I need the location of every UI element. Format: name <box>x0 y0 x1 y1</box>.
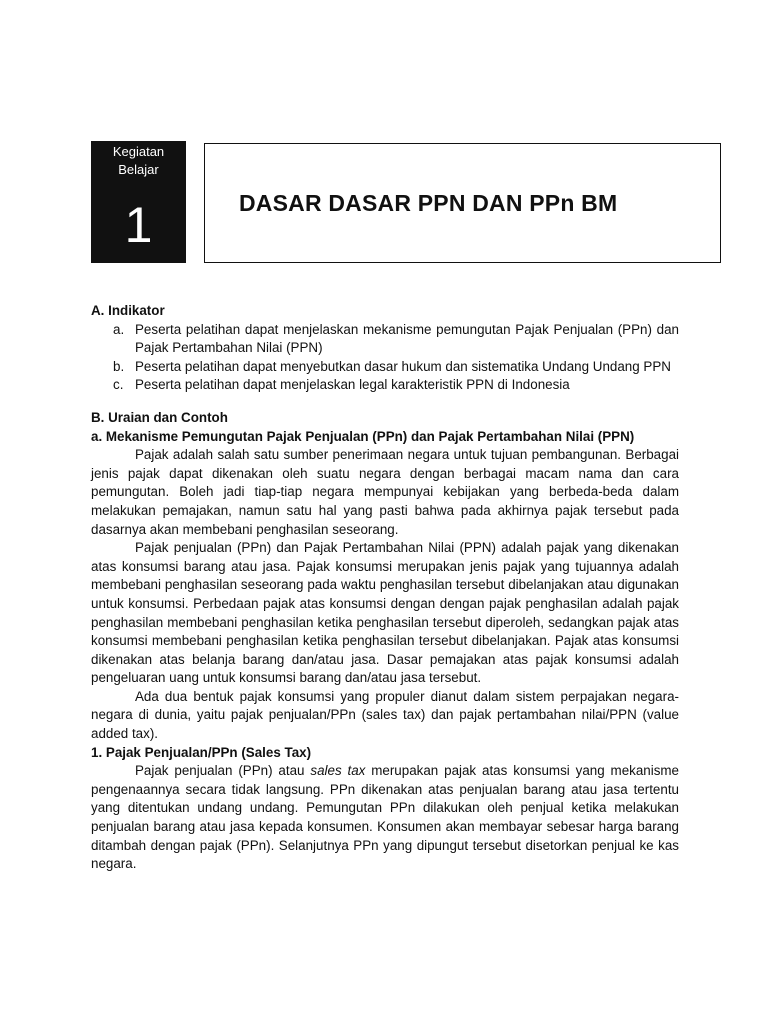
list-item <box>91 321 679 358</box>
list-marker: b. <box>113 358 125 374</box>
list-marker: c. <box>113 377 124 393</box>
document-body <box>91 302 679 874</box>
list-item-text: Peserta pelatihan dapat menjelaskan legal karakteristik PPN di Indonesia <box>135 377 570 393</box>
indikator-list <box>91 321 679 395</box>
kegiatan-label-line2: Belajar <box>118 162 159 177</box>
paragraph <box>91 762 679 874</box>
sales-tax-term: sales tax <box>310 763 366 779</box>
list-item-text: Peserta pelatihan dapat menjelaskan mekanisme pemungutan Pajak Penjualan (PPn) dan Pajak Pertambahan Nilai (PPN) <box>135 321 679 356</box>
title-box <box>204 143 721 263</box>
subsection-a-heading: a. Mekanisme Pemungutan Pajak Penjualan (PPn) dan Pajak Pertambahan Nilai (PPN) <box>91 428 635 444</box>
subsection-1-heading: 1. Pajak Penjualan/PPn (Sales Tax) <box>91 744 312 760</box>
paragraph-text: merupakan pajak atas konsumsi yang mekanisme pengenaannya secara tidak langsung. PPn dikenakan atas penjualan barang atau jasa tertentu yang ditentukan undang undang. Pemungutan PPn dilakukan oleh penjual ketika melakukan penjualan barang atau jasa kepada konsumen. Konsumen akan membayar sebesar harga barang ditambah dengan pajak (PPn). Selanjutnya PPn yang dipungut tersebut disetorkan penjual ke kas negara. <box>91 763 679 872</box>
paragraph-text: Pajak penjualan (PPn) atau <box>135 763 311 779</box>
section-a-heading: A. Indikator <box>91 303 165 318</box>
page-title: DASAR DASAR PPN DAN PPn BM <box>239 190 618 216</box>
paragraph: Pajak penjualan (PPn) dan Pajak Pertambahan Nilai (PPN) adalah pajak yang dikenakan atas konsumsi barang atau jasa. Pajak konsumsi merupakan jenis pajak yang tujuannya adalah membebani penghasilan seseorang pada waktu penghasilan tersebut dibelanjakan atau digunakan untuk konsumsi. Perbedaan pajak atas konsumsi dengan dengan pajak penghasilan adalah pajak penghasilan membebani penghasilan ketika penghasilan tersebut diperoleh, sedangkan pajak atas konsumsi membebani penghasilan ketika penghasilan tersebut dibelanjakan. Pajak atas konsumsi dikenakan atas belanja barang dan/atau jasa. Dasar pemajakan atas pajak konsumsi adalah pengeluaran uang untuk konsumsi barang dan/atau jasa tersebut. <box>91 540 679 686</box>
kegiatan-number: 1 <box>124 197 153 253</box>
kegiatan-label-line1: Kegiatan <box>112 144 165 159</box>
paragraph: Ada dua bentuk pajak konsumsi yang propuler dianut dalam sistem perpajakan negara-negara di dunia, yaitu pajak penjualan/PPn (sales tax) dan pajak pertambahan nilai/PPN (value added tax). <box>91 688 679 742</box>
paragraph: Pajak adalah salah satu sumber penerimaan negara untuk tujuan pembangunan. Berbagai jenis pajak dapat dikenakan oleh suatu negara dengan berbagai macam nama dan cara pemungutan. Boleh jadi tiap-tiap negara mempunyai kebijakan yang berbeda-beda dalam melakukan pemajakan, namun satu hal yang pasti bahwa pada akhirnya pajak tersebut pada dasarnya akan membebani penghasilan seseorang. <box>91 447 679 537</box>
list-item <box>91 358 679 377</box>
list-marker: a. <box>113 321 125 337</box>
kegiatan-belajar-label <box>91 141 186 179</box>
list-item <box>91 376 679 395</box>
kegiatan-belajar-box <box>91 141 186 263</box>
section-b-heading: B. Uraian dan Contoh <box>91 409 228 425</box>
list-item-text: Peserta pelatihan dapat menyebutkan dasar hukum dan sistematika Undang Undang PPN <box>135 358 671 374</box>
